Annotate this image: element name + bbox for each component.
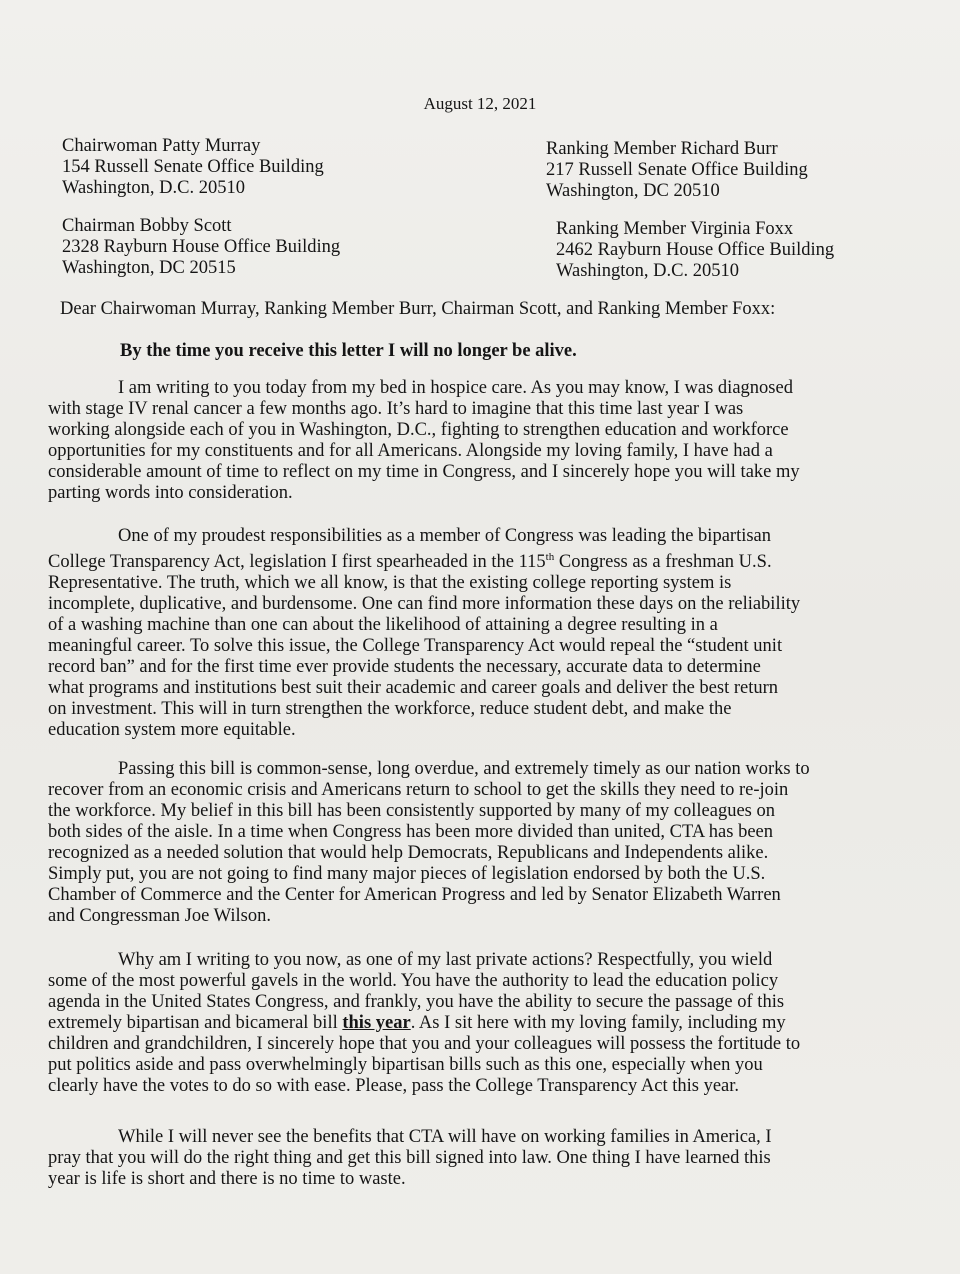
address-block-scott (62, 216, 340, 279)
address-line: Ranking Member Richard Burr (546, 139, 778, 159)
address-line: 154 Russell Senate Office Building (62, 157, 324, 177)
address-block-foxx (556, 219, 834, 282)
paragraph-line: education system more equitable. (48, 720, 296, 741)
paragraph-line: agenda in the United States Congress, and frankly, you have the ability to secure the passage of this (48, 992, 785, 1012)
paragraph-line: One of my proudest responsibilities as a member of Congress was leading the bipartisan (118, 526, 772, 546)
paragraph-line: on investment. This will in turn strengthen the workforce, reduce student debt, and make the (48, 699, 732, 720)
paragraph-line: opportunities for my constituents and for all Americans. Alongside my loving family, I have had a (48, 441, 773, 461)
paragraph-line: children and grandchildren, I sincerely hope that you and your colleagues will possess the fortitude to (48, 1034, 801, 1054)
address-line: Ranking Member Virginia Foxx (556, 219, 794, 239)
address-line: 2328 Rayburn House Office Building (62, 237, 341, 257)
paragraph-line: College Transparency Act, legislation I first spearheaded in the 115th Congress as a freshman U.S. (48, 551, 772, 573)
paragraph-line: with stage IV renal cancer a few months ago. It’s hard to imagine that this time last year I was (48, 399, 744, 419)
address-line: Chairwoman Patty Murray (62, 136, 261, 156)
address-line: Washington, D.C. 20510 (556, 261, 739, 281)
letter-date: August 12, 2021 (423, 94, 537, 113)
line-text: . As I sit here with my loving family, including my (410, 1013, 786, 1033)
paragraph-cta (48, 526, 888, 741)
paragraph-line: Simply put, you are not going to find many major pieces of legislation endorsed by both the U.S. (48, 864, 766, 884)
paragraph-line: year is life is short and there is no time to waste. (48, 1169, 406, 1189)
paragraph-line: Why am I writing to you now, as one of my last private actions? Respectfully, you wield (118, 950, 773, 970)
paragraph-line: of a washing machine than one can about the likelihood of attaining a degree resulting in a (48, 615, 718, 636)
paragraph-passing (48, 759, 888, 927)
address-block-murray (62, 136, 324, 199)
paragraph-closing (48, 1127, 888, 1190)
paragraph-line: While I will never see the benefits that CTA will have on working families in America, I (118, 1127, 772, 1147)
paragraph-line: put politics aside and pass overwhelmingly bipartisan bills such as this one, especially when you (48, 1055, 763, 1075)
paragraph-why-now (48, 950, 888, 1097)
paragraph-line: recognized as a needed solution that would help Democrats, Republicans and Independents alike. (48, 843, 769, 863)
paragraph-line: I am writing to you today from my bed in hospice care. As you may know, I was diagnosed (118, 378, 793, 398)
paragraph-line: pray that you will do the right thing and get this bill signed into law. One thing I have learned this (48, 1148, 771, 1168)
paragraph-line: what programs and institutions best suit their academic and career goals and deliver the best return (48, 678, 779, 699)
paragraph-line: incomplete, duplicative, and burdensome. One can find more information these days on the reliability (48, 594, 801, 615)
paragraph-line: Representative. The truth, which we all know, is that the existing college reporting system is (48, 573, 732, 594)
paragraph-line: Chamber of Commerce and the Center for American Progress and led by Senator Elizabeth Warren (48, 885, 781, 905)
paragraph-hospice (48, 378, 888, 504)
paragraph-line: considerable amount of time to reflect on my time in Congress, and I sincerely hope you will take my (48, 462, 800, 482)
salutation: Dear Chairwoman Murray, Ranking Member Burr, Chairman Scott, and Ranking Member Foxx: (60, 299, 776, 319)
paragraph-line: meaningful career. To solve this issue, the College Transparency Act would repeal the “student unit (48, 636, 783, 657)
address-line: Washington, D.C. 20510 (62, 178, 245, 198)
address-line: 217 Russell Senate Office Building (546, 160, 808, 180)
paragraph-line: the workforce. My belief in this bill has been consistently supported by many of my colleagues on (48, 801, 775, 821)
address-line: Washington, DC 20515 (62, 258, 236, 278)
opening-statement: By the time you receive this letter I will no longer be alive. (120, 341, 577, 361)
paragraph-line: both sides of the aisle. In a time when Congress has been more divided than united, CTA has been (48, 822, 773, 842)
address-line: Washington, DC 20510 (546, 181, 720, 201)
paragraph-line: some of the most powerful gavels in the world. You have the authority to lead the education policy (48, 971, 779, 991)
paragraph-line (48, 1013, 888, 1034)
paragraph-line: recover from an economic crisis and Americans return to school to get the skills they need to re-join (48, 780, 789, 800)
paragraph-line: and Congressman Joe Wilson. (48, 906, 271, 926)
address-block-burr (546, 139, 808, 202)
paragraph-line: Passing this bill is common-sense, long overdue, and extremely timely as our nation works to (118, 759, 810, 779)
paragraph-line: record ban” and for the first time ever provide students the necessary, accurate data to determine (48, 657, 761, 678)
paragraph-line: parting words into consideration. (48, 483, 293, 503)
line-text: extremely bipartisan and bicameral bill (48, 1013, 343, 1033)
paragraph-line: clearly have the votes to do so with ease. Please, pass the College Transparency Act this year. (48, 1076, 740, 1096)
address-line: Chairman Bobby Scott (62, 216, 232, 236)
emphasis-this-year: this year (342, 1013, 411, 1033)
address-line: 2462 Rayburn House Office Building (556, 240, 835, 260)
paragraph-line: working alongside each of you in Washington, D.C., fighting to strengthen education and workforce (48, 420, 789, 440)
